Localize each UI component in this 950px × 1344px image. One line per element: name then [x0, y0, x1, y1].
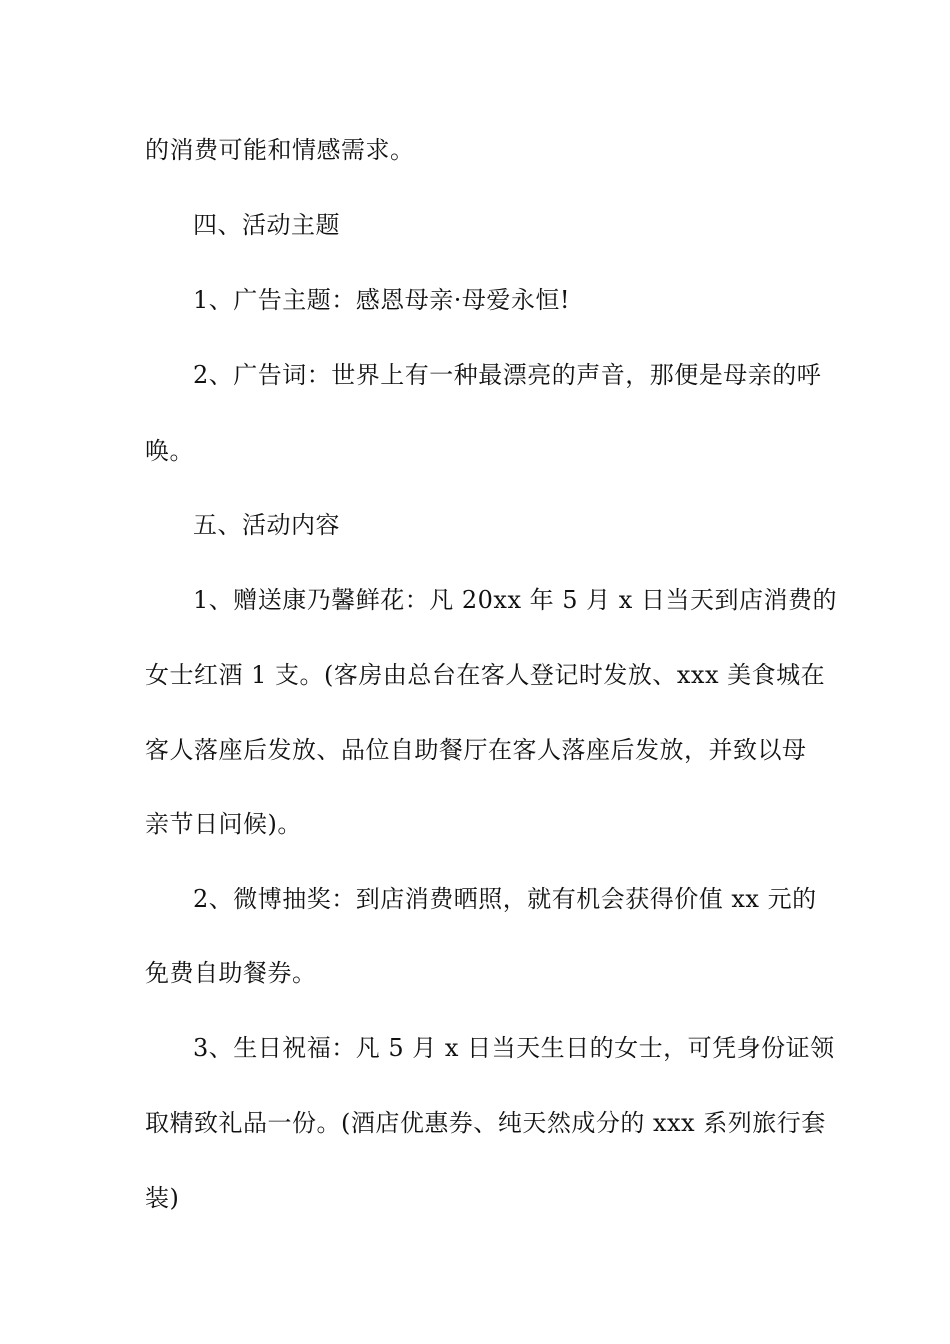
paragraph-line: 免费自助餐券。: [145, 959, 317, 987]
paragraph-line: 装): [145, 1184, 180, 1212]
paragraph-line: 1、赠送康乃馨鲜花：凡 20xx 年 5 月 x 日当天到店消费的: [193, 586, 837, 614]
paragraph-line: 唤。: [145, 437, 194, 465]
paragraph-line: 的消费可能和情感需求。: [145, 136, 415, 164]
section-heading-activity-content: 五、活动内容: [193, 511, 340, 539]
paragraph-line: 2、广告词：世界上有一种最漂亮的声音，那便是母亲的呼: [193, 361, 822, 389]
section-heading-activity-theme: 四、活动主题: [193, 211, 340, 239]
paragraph-line: 1、广告主题：感恩母亲·母爱永恒!: [193, 286, 571, 314]
paragraph-line: 女士红酒 1 支。(客房由总台在客人登记时发放、xxx 美食城在: [145, 661, 826, 689]
paragraph-line: 取精致礼品一份。(酒店优惠券、纯天然成分的 xxx 系列旅行套: [145, 1109, 826, 1137]
paragraph-line: 客人落座后发放、品位自助餐厅在客人落座后发放，并致以母: [145, 736, 807, 764]
paragraph-line: 亲节日问候)。: [145, 810, 302, 838]
paragraph-line: 2、微博抽奖：到店消费晒照，就有机会获得价值 xx 元的: [193, 885, 817, 913]
paragraph-line: 3、生日祝福：凡 5 月 x 日当天生日的女士，可凭身份证领: [193, 1034, 835, 1062]
